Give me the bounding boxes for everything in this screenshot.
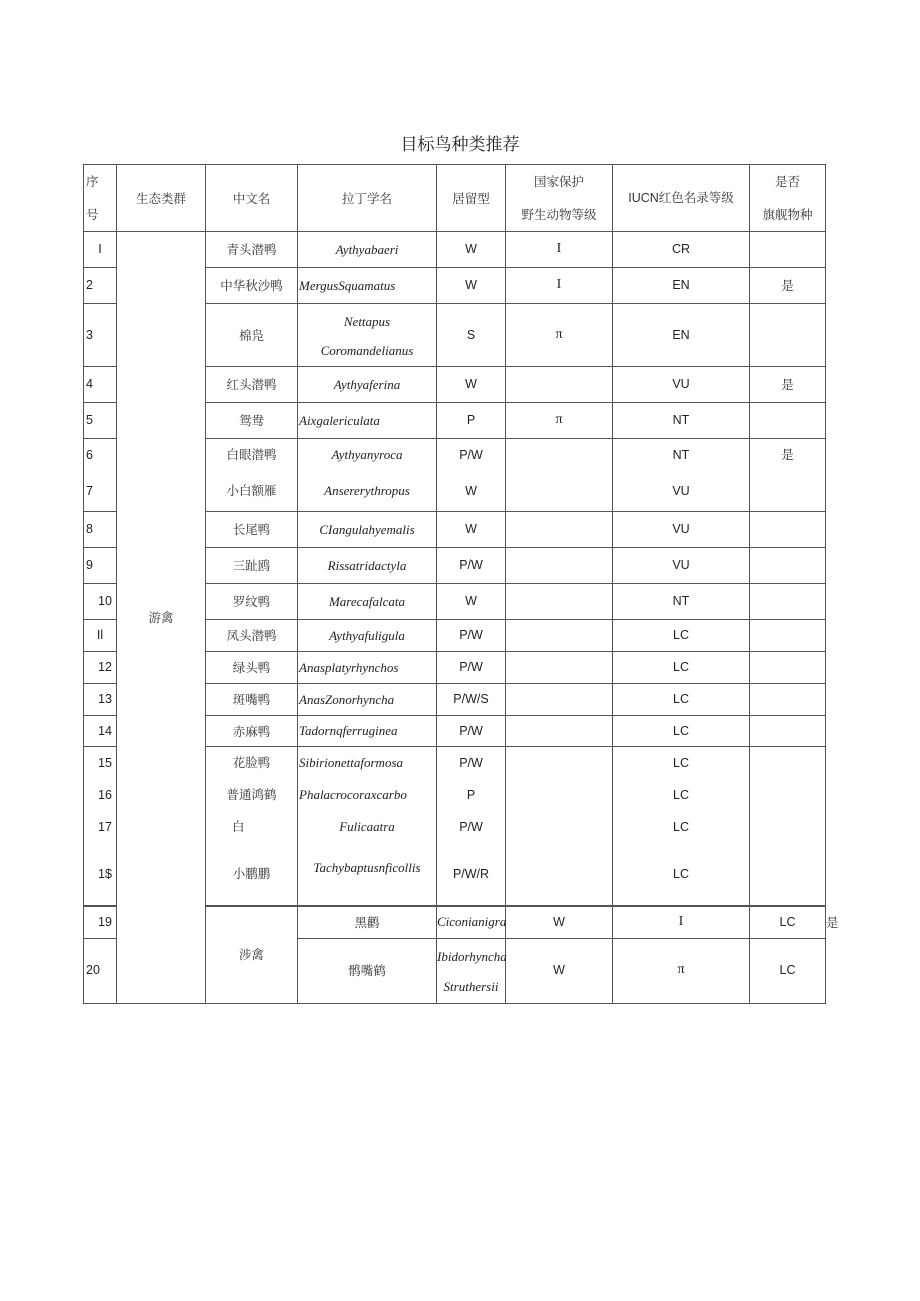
table-row: 19 涉禽 黑鹳 Ciconianigra W I LC 是 bbox=[84, 906, 826, 938]
iucn-cell: LC bbox=[613, 684, 750, 716]
seq-cell: 8 bbox=[84, 512, 117, 548]
latin-name-cell: CIangulahyemalis bbox=[298, 512, 437, 548]
seq-cell: 10 bbox=[84, 584, 117, 620]
iucn-cell: LC LC LC LC bbox=[613, 747, 750, 907]
seq-cell: 4 bbox=[84, 367, 117, 403]
page-title: 目标鸟种类推荐 bbox=[400, 135, 520, 155]
cn-name-cell: 赤麻鸭 bbox=[206, 716, 298, 747]
protection-cell: π bbox=[506, 304, 613, 367]
iucn-cell: NT VU bbox=[613, 439, 750, 512]
seq-cell: 5 bbox=[84, 403, 117, 439]
flagship-cell bbox=[750, 512, 826, 548]
protection-cell bbox=[506, 584, 613, 620]
cn-name-cell: 鹘嘴鹤 bbox=[298, 938, 437, 1003]
seq-cell: Il bbox=[84, 620, 117, 652]
header-group: 生态类群 bbox=[117, 165, 206, 232]
iucn-cell: LC bbox=[613, 652, 750, 684]
iucn-cell: NT bbox=[613, 584, 750, 620]
species-table bbox=[83, 164, 839, 1004]
flagship-cell bbox=[750, 747, 826, 907]
iucn-cell: LC bbox=[750, 906, 826, 938]
residence-cell: P/W W bbox=[437, 439, 506, 512]
cn-name-cell: 棉凫 bbox=[206, 304, 298, 367]
residence-cell: W bbox=[506, 938, 613, 1003]
header-seq: 序 号 bbox=[84, 165, 117, 232]
residence-cell: W bbox=[437, 584, 506, 620]
latin-name-cell: Aythyanyroca Ansererythropus bbox=[298, 439, 437, 512]
protection-cell bbox=[506, 747, 613, 907]
cn-name-cell: 绿头鸭 bbox=[206, 652, 298, 684]
flagship-cell bbox=[750, 652, 826, 684]
flagship-cell bbox=[750, 548, 826, 584]
cn-name-cell: 三趾鸥 bbox=[206, 548, 298, 584]
residence-cell: P/W bbox=[437, 716, 506, 747]
seq-cell: 14 bbox=[84, 716, 117, 747]
latin-name-cell: Aythyaferina bbox=[298, 367, 437, 403]
cn-name-cell: 凤头潜鸭 bbox=[206, 620, 298, 652]
seq-cell: 2 bbox=[84, 268, 117, 304]
iucn-cell: LC bbox=[613, 620, 750, 652]
protection-cell bbox=[506, 512, 613, 548]
seq-cell: 19 bbox=[84, 906, 117, 938]
header-cn-name: 中文名 bbox=[206, 165, 298, 232]
header-row bbox=[84, 165, 826, 232]
latin-name-cell: Nettapus Coromandelianus bbox=[298, 304, 437, 367]
iucn-cell: VU bbox=[613, 512, 750, 548]
seq-cell: 12 bbox=[84, 652, 117, 684]
seq-cell: 15 16 17 1$ bbox=[84, 747, 117, 907]
protection-cell bbox=[506, 620, 613, 652]
header-residence: 居留型 bbox=[437, 165, 506, 232]
iucn-cell: EN bbox=[613, 304, 750, 367]
latin-name-cell: AnasZonorhyncha bbox=[298, 684, 437, 716]
residence-cell: W bbox=[437, 232, 506, 268]
latin-name-cell: Rissatridactyla bbox=[298, 548, 437, 584]
protection-cell: I bbox=[613, 906, 750, 938]
latin-name-cell: Ibidorhyncha Struthersii bbox=[437, 938, 506, 1003]
latin-name-cell: Tadornqferruginea bbox=[298, 716, 437, 747]
header-iucn: IUCN红色名录等级 bbox=[613, 165, 750, 232]
cn-name-cell: 斑嘴鸭 bbox=[206, 684, 298, 716]
protection-cell bbox=[506, 684, 613, 716]
latin-name-cell: MergusSquamatus bbox=[298, 268, 437, 304]
flagship-cell bbox=[750, 304, 826, 367]
residence-cell: S bbox=[437, 304, 506, 367]
group-cell-swimming: 游禽 bbox=[117, 232, 206, 1004]
iucn-cell: LC bbox=[750, 938, 826, 1003]
cn-name-cell: 中华秋沙鸭 bbox=[206, 268, 298, 304]
residence-cell: W bbox=[437, 367, 506, 403]
protection-cell bbox=[506, 716, 613, 747]
cn-name-cell: 青头潜鸭 bbox=[206, 232, 298, 268]
latin-name-cell: Ciconianigra bbox=[437, 906, 506, 938]
residence-cell: W bbox=[437, 268, 506, 304]
protection-cell: I bbox=[506, 232, 613, 268]
seq-cell: I bbox=[84, 232, 117, 268]
residence-cell: P/W bbox=[437, 548, 506, 584]
cn-name-cell: 罗纹鸭 bbox=[206, 584, 298, 620]
cn-name-cell: 白眼潜鸭 小白额雁 bbox=[206, 439, 298, 512]
seq-cell: 6 7 bbox=[84, 439, 117, 512]
latin-name-cell: Aythyafuligula bbox=[298, 620, 437, 652]
seq-cell: 9 bbox=[84, 548, 117, 584]
flagship-cell bbox=[750, 684, 826, 716]
cn-name-cell: 黑鹳 bbox=[298, 906, 437, 938]
latin-name-cell: Marecafalcata bbox=[298, 584, 437, 620]
protection-cell: I bbox=[506, 268, 613, 304]
iucn-cell: CR bbox=[613, 232, 750, 268]
seq-cell: 20 bbox=[84, 938, 117, 1003]
cn-name-cell: 红头潜鸭 bbox=[206, 367, 298, 403]
protection-cell: π bbox=[613, 938, 750, 1003]
latin-name-cell: Aythyabaeri bbox=[298, 232, 437, 268]
flagship-cell: 是 bbox=[750, 367, 826, 403]
flagship-cell bbox=[750, 716, 826, 747]
cn-name-cell: 花脸鸭 普通鸿鹤 白 小鹏鹏 bbox=[206, 747, 298, 907]
latin-name-cell: Aixgalericulata bbox=[298, 403, 437, 439]
residence-cell: P/W bbox=[437, 652, 506, 684]
flagship-cell bbox=[750, 403, 826, 439]
flagship-cell: 是 bbox=[750, 439, 826, 512]
header-national-protection: 国家保护 野生动物等级 bbox=[506, 165, 613, 232]
header-latin-name: 拉丁学名 bbox=[298, 165, 437, 232]
cn-name-cell: 鸳鸯 bbox=[206, 403, 298, 439]
protection-cell: π bbox=[506, 403, 613, 439]
protection-cell bbox=[506, 439, 613, 512]
residence-cell: W bbox=[506, 906, 613, 938]
flagship-cell bbox=[750, 584, 826, 620]
header-flagship: 是否 旗舰物种 bbox=[750, 165, 826, 232]
residence-cell: P/W/S bbox=[437, 684, 506, 716]
latin-name-cell: Sibirionettaformosa Phalacrocoraxcarbo Fulicaatra Tachybaptusnficollis bbox=[298, 747, 437, 907]
residence-cell: P/W P P/W P/W/R bbox=[437, 747, 506, 907]
protection-cell bbox=[506, 548, 613, 584]
latin-name-cell: Anasplatyrhynchos bbox=[298, 652, 437, 684]
group-cell-wading: 涉禽 bbox=[206, 906, 298, 1003]
protection-cell bbox=[506, 367, 613, 403]
residence-cell: P bbox=[437, 403, 506, 439]
flagship-cell bbox=[750, 620, 826, 652]
iucn-cell: VU bbox=[613, 548, 750, 584]
iucn-cell: EN bbox=[613, 268, 750, 304]
iucn-cell: LC bbox=[613, 716, 750, 747]
seq-cell: 13 bbox=[84, 684, 117, 716]
residence-cell: W bbox=[437, 512, 506, 548]
flagship-cell bbox=[750, 232, 826, 268]
cn-name-cell: 长尾鸭 bbox=[206, 512, 298, 548]
seq-cell: 3 bbox=[84, 304, 117, 367]
flagship-cell: 是 bbox=[750, 268, 826, 304]
protection-cell bbox=[506, 652, 613, 684]
iucn-cell: VU bbox=[613, 367, 750, 403]
iucn-cell: NT bbox=[613, 403, 750, 439]
table-row bbox=[84, 232, 826, 268]
residence-cell: P/W bbox=[437, 620, 506, 652]
